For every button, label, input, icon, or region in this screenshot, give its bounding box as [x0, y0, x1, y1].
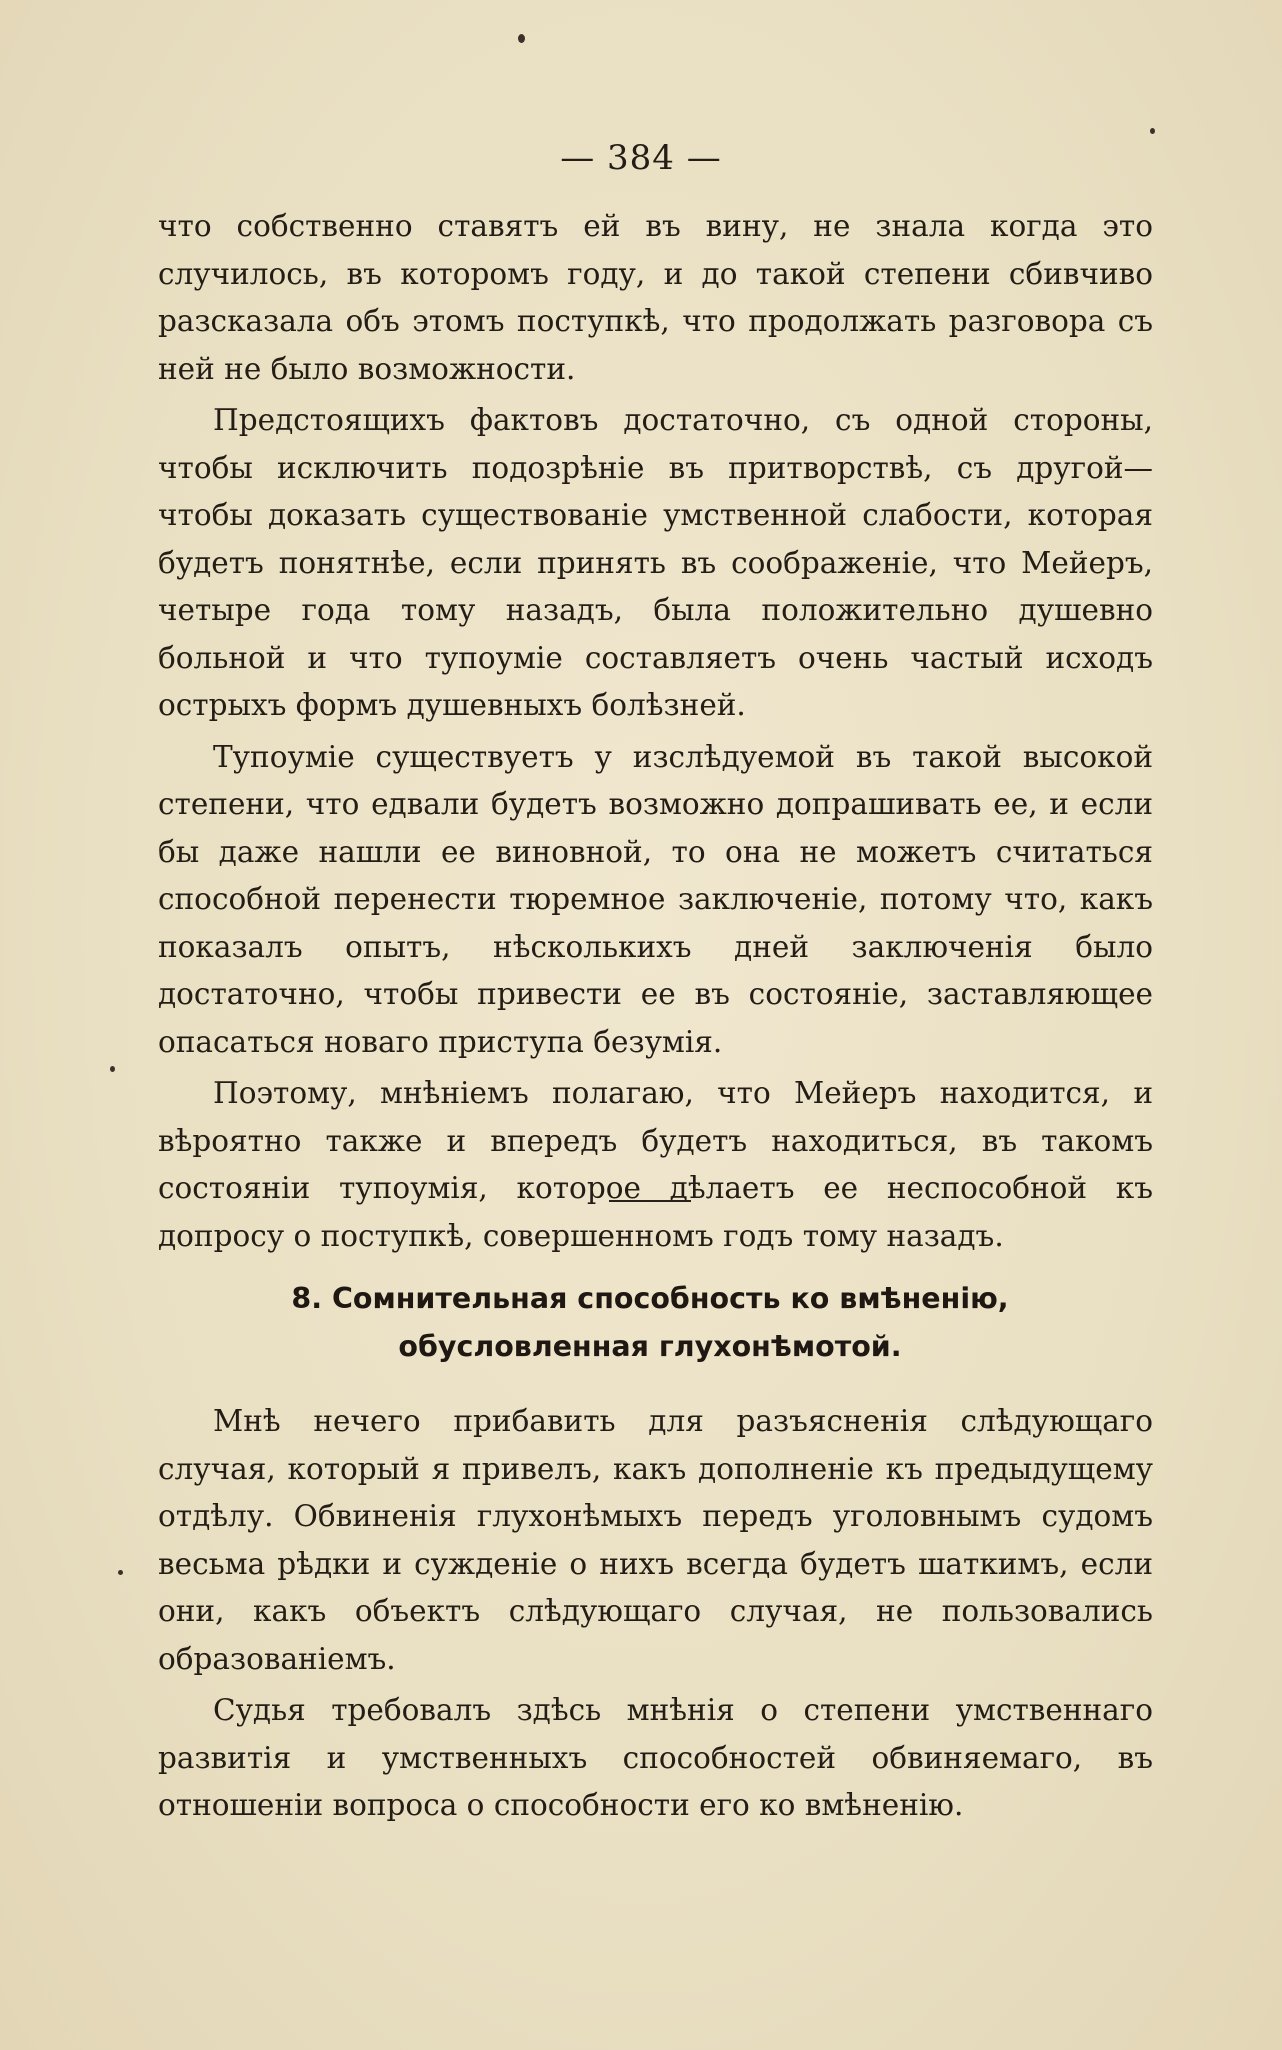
paragraph: Поэтому, мнѣніемъ полагаю, что Мейеръ находится, и вѣроятно также и впередъ будетъ находиться, въ такомъ состояніи тупоумія, которое дѣлаетъ ее неспособной къ допросу о поступкѣ, совершенномъ годъ тому назадъ. [158, 1076, 1153, 1253]
body-text-section [158, 1398, 1153, 1834]
paragraph: Мнѣ нечего прибавить для разъясненія слѣдующаго случая, который я привелъ, какъ дополненіе къ предыдущему отдѣлу. Обвиненія глухонѣмыхъ передъ уголовнымъ судомъ весьма рѣдки и сужденіе о нихъ всегда будетъ шаткимъ, если они, какъ объектъ слѣдующаго случая, не пользовались образованіемъ. [158, 1404, 1153, 1676]
ink-speck [110, 1066, 115, 1072]
ink-speck [118, 1570, 123, 1575]
body-text-top [158, 203, 1153, 1264]
ink-speck [518, 34, 525, 43]
page-number: — 384 — [560, 138, 722, 178]
section-heading: 8. Сомнительная способность ко вмѣненію, обусловленная глухонѣмотой. [291, 1282, 1009, 1363]
paragraph-continued: что собственно ставятъ ей въ вину, не знала когда это случилось, въ которомъ году, и до такой степени сбивчиво разсказала объ этомъ поступкѣ, что продолжать разговора съ ней не было возможности. [158, 209, 1153, 386]
paragraph: Тупоумiе существуетъ у изслѣдуемой въ такой высокой степени, что едвали будетъ возможно допрашивать ее, и если бы даже нашли ее виновной, то она не можетъ считаться способной перенести тюремное заключеніе, потому что, какъ показалъ опытъ, нѣсколькихъ дней заключенія было достаточно, чтобы привести ее въ состояніе, заставляющее опасаться новаго приступа безумія. [158, 739, 1153, 1059]
paragraph: Судья требовалъ здѣсь мнѣнія о степени умственнаго развитія и умственныхъ способностей обвиняемаго, въ отношеніи вопроса о способности его ко вмѣненію. [158, 1693, 1153, 1822]
ink-speck [1150, 128, 1155, 134]
section-divider [609, 1200, 691, 1202]
paragraph: Предстоящихъ фактовъ достаточно, съ одной стороны, чтобы исключить подозрѣніе въ притворствѣ, съ другой— чтобы доказать существованіе умственной слабости, которая будетъ понятнѣе, если принять въ соображеніе, что Мейеръ, четыре года тому назадъ, была положительно душевно больной и что тупоумiе составляетъ очень частый исходъ острыхъ формъ душевныхъ болѣзней. [158, 403, 1153, 722]
